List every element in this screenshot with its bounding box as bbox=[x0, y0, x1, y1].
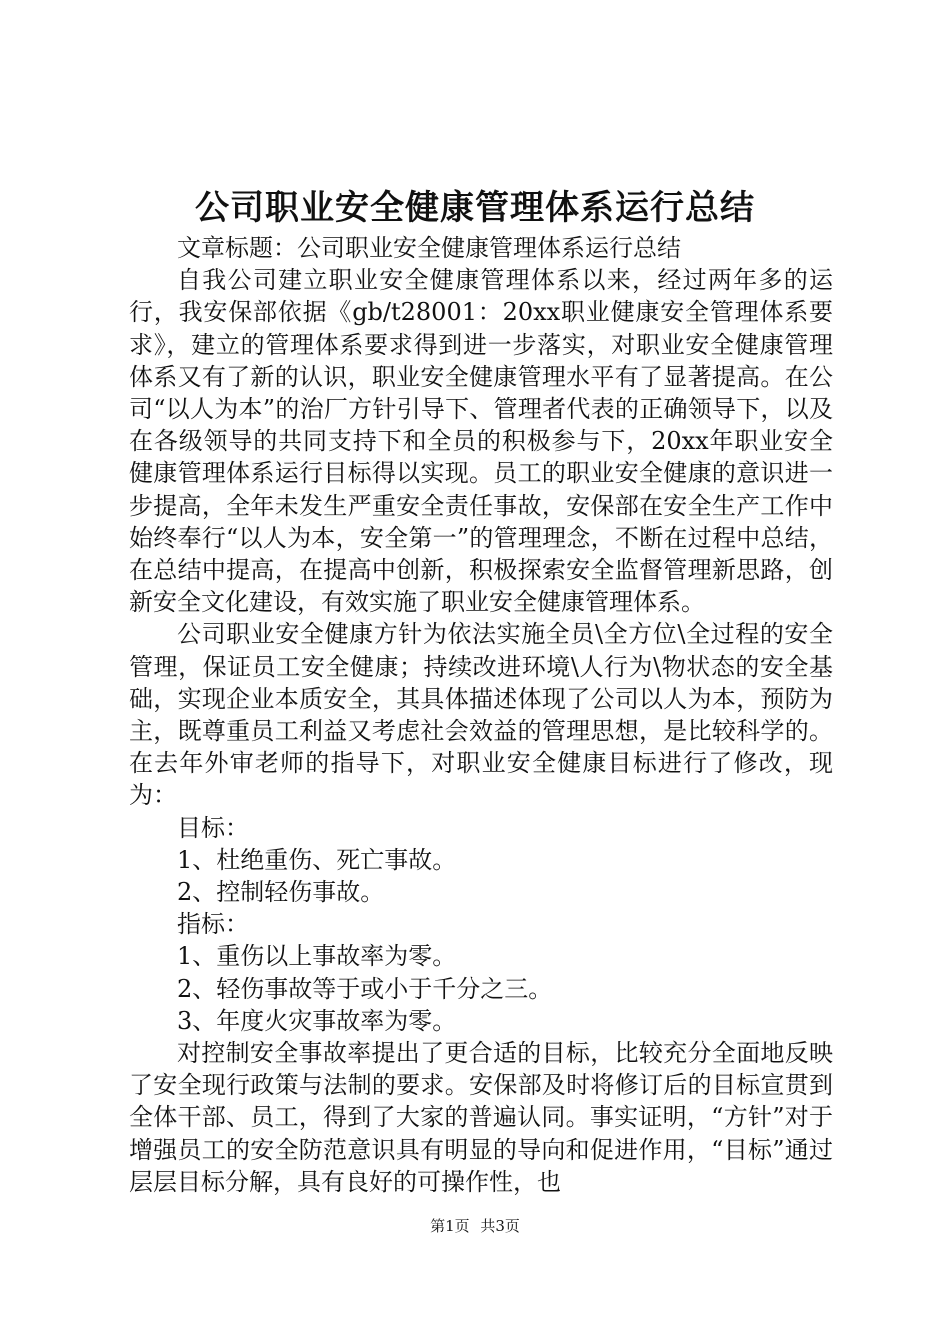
indicator-item: 1、重伤以上事故率为零。 bbox=[177, 942, 457, 971]
page-total: 共3页 bbox=[480, 1217, 520, 1235]
indicators-heading: 指标： bbox=[177, 910, 249, 939]
document-title: 公司职业安全健康管理体系运行总结 bbox=[195, 188, 755, 228]
paragraph-evaluation: 对控制安全事故率提出了更合适的目标，比较充分全面地反映了安全现行政策与法制的要求。安保部及时将修订后的目标宣贯到全体干部、员工，得到了大家的普遍认同。事实证明，“方针”对于增强员工的安全防范意识具有明显的导向和促进作用，“目标”通过层层目标分解，具有良好的可操作性，也 bbox=[129, 1039, 833, 1196]
article-title-line: 文章标题：公司职业安全健康管理体系运行总结 bbox=[177, 234, 681, 262]
paragraph-policy: 公司职业安全健康方针为依法实施全员\全方位\全过程的安全管理，保证员工安全健康；持续改进环境\人行为\物状态的安全基础，实现企业本质安全，其具体描述体现了公司以人为本，预防为主，既尊重员工利益又考虑社会效益的管理思想，是比较科学的。在去年外审老师的指导下，对职业安全健康目标进行了修改，现为： bbox=[129, 620, 833, 810]
paragraph-intro: 自我公司建立职业安全健康管理体系以来，经过两年多的运行，我安保部依据《gb/t28001：20xx职业健康安全管理体系要求》，建立的管理体系要求得到进一步落实，对职业安全健康管理体系又有了新的认识，职业安全健康管理水平有了显著提高。在公司“以人为本”的治厂方针引导下、管理者代表的正确领导下，以及在各级领导的共同支持下和全员的积极参与下，20xx年职业安全健康管理体系运行目标得以实现。员工的职业安全健康的意识进一步提高，全年未发生严重安全责任事故，安保部在安全生产工作中始终奉行“以人为本，安全第一”的管理理念，不断在过程中总结，在总结中提高，在提高中创新，积极探索安全监督管理新思路，创新安全文化建设，有效实施了职业安全健康管理体系。 bbox=[129, 266, 833, 617]
goals-heading: 目标： bbox=[177, 813, 249, 842]
document-body bbox=[129, 232, 833, 1198]
goal-item: 1、杜绝重伤、死亡事故。 bbox=[177, 845, 457, 874]
page-footer bbox=[0, 1216, 950, 1236]
indicator-item: 2、轻伤事故等于或小于千分之三。 bbox=[177, 974, 553, 1003]
page-number: 第1页 bbox=[430, 1217, 470, 1235]
goal-item: 2、控制轻伤事故。 bbox=[177, 878, 385, 907]
indicator-item: 3、年度火灾事故率为零。 bbox=[177, 1006, 457, 1035]
